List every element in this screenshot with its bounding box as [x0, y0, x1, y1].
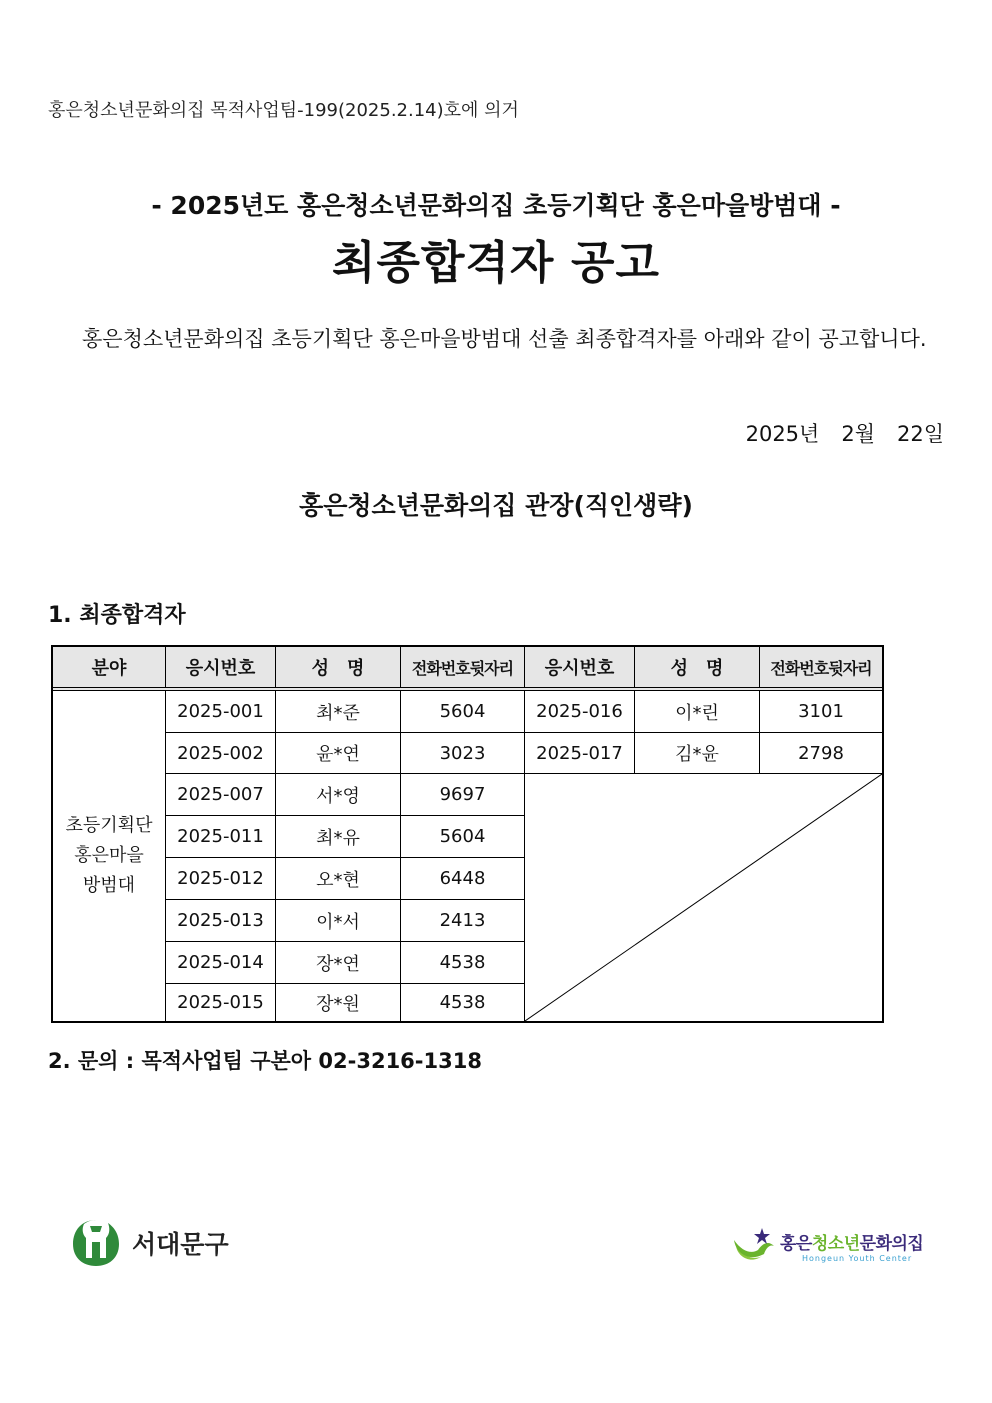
- table-cell-phone: 2798: [760, 733, 882, 774]
- table-cell-name: 김*윤: [635, 733, 760, 774]
- table-cell-name: 이*서: [276, 900, 401, 942]
- table-cell-name: 장*연: [276, 942, 401, 984]
- signer: 홍은청소년문화의집 관장(직인생략): [299, 491, 693, 520]
- header-phone-2: 전화번호뒷자리: [770, 658, 872, 678]
- table-cell-app-no: 2025-001: [166, 691, 276, 733]
- header-name: 성 명: [276, 647, 401, 687]
- field-line: 방범대: [82, 875, 136, 896]
- field-cell: [53, 691, 166, 1021]
- table-cell-name: 윤*연: [276, 733, 401, 774]
- table-cell-phone: 5604: [401, 816, 525, 858]
- table-cell-phone: 9697: [401, 774, 525, 816]
- table-cell-app-no: 2025-012: [166, 858, 276, 900]
- seodaemun-emblem-icon: [70, 1218, 122, 1268]
- notice-title: 최종합격자 공고: [332, 236, 660, 289]
- reference-line: 홍은청소년문화의집 목적사업팀-199(2025.2.14)호에 의거: [48, 100, 519, 121]
- date-year: 2025년: [745, 422, 820, 446]
- table-cell-phone: 3023: [401, 733, 525, 774]
- field-line: 초등기획단: [65, 815, 153, 836]
- empty-cell-diagonal: [525, 774, 882, 1021]
- table-cell-phone: 2413: [401, 900, 525, 942]
- table-header: [53, 647, 882, 691]
- notice-body: 홍은청소년문화의집 초등기획단 홍은마을방범대 선출 최종합격자를 아래와 같이 공고합니다.: [82, 327, 927, 351]
- date-month: 2월: [841, 422, 875, 446]
- table-cell-phone: 5604: [401, 691, 525, 733]
- hongeun-logo-subtitle: Hongeun Youth Center: [802, 1254, 913, 1263]
- table-cell-name: 최*유: [276, 816, 401, 858]
- seodaemun-logo: [70, 1218, 229, 1268]
- table-cell-name: 이*린: [635, 691, 760, 733]
- header-app-no: 응시번호: [166, 647, 276, 687]
- header-field: 분야: [53, 647, 166, 687]
- table-cell-app-no: 2025-014: [166, 942, 276, 984]
- table-cell-name: 오*현: [276, 858, 401, 900]
- table-cell-phone: 4538: [401, 942, 525, 984]
- notice-subtitle: - 2025년도 홍은청소년문화의집 초등기획단 홍은마을방범대 -: [151, 191, 841, 220]
- table-cell-phone: 6448: [401, 858, 525, 900]
- table-cell-app-no: 2025-015: [166, 984, 276, 1021]
- table-cell-app-no: 2025-011: [166, 816, 276, 858]
- table-cell-phone: 3101: [760, 691, 882, 733]
- hongeun-emblem-icon: [732, 1226, 778, 1266]
- seodaemun-logo-text: 서대문구: [132, 1230, 229, 1259]
- table-cell-app-no: 2025-002: [166, 733, 276, 774]
- hongeun-logo: [732, 1226, 923, 1266]
- section-heading-final-list: 1. 최종합격자: [48, 603, 186, 628]
- table-cell-phone: 4538: [401, 984, 525, 1021]
- table-cell-app-no: 2025-013: [166, 900, 276, 942]
- table-cell-name: 서*영: [276, 774, 401, 816]
- header-app-no-2: 응시번호: [525, 647, 635, 687]
- header-phone: 전화번호뒷자리: [401, 647, 525, 687]
- field-line: 홍은마을: [74, 845, 144, 866]
- final-list-table: [51, 645, 884, 1023]
- contact-line: 2. 문의 : 목적사업팀 구본아 02-3216-1318: [48, 1049, 482, 1073]
- table-cell-app-no: 2025-016: [525, 691, 635, 733]
- table-cell-app-no: 2025-017: [525, 733, 635, 774]
- date-day: 22일: [896, 422, 944, 446]
- notice-date: [746, 418, 944, 448]
- table-cell-name: 최*준: [276, 691, 401, 733]
- header-name-2: 성 명: [635, 647, 760, 687]
- hongeun-logo-name: 홍은청소년문화의집: [780, 1234, 924, 1254]
- table-cell-app-no: 2025-007: [166, 774, 276, 816]
- table-cell-name: 장*원: [276, 984, 401, 1021]
